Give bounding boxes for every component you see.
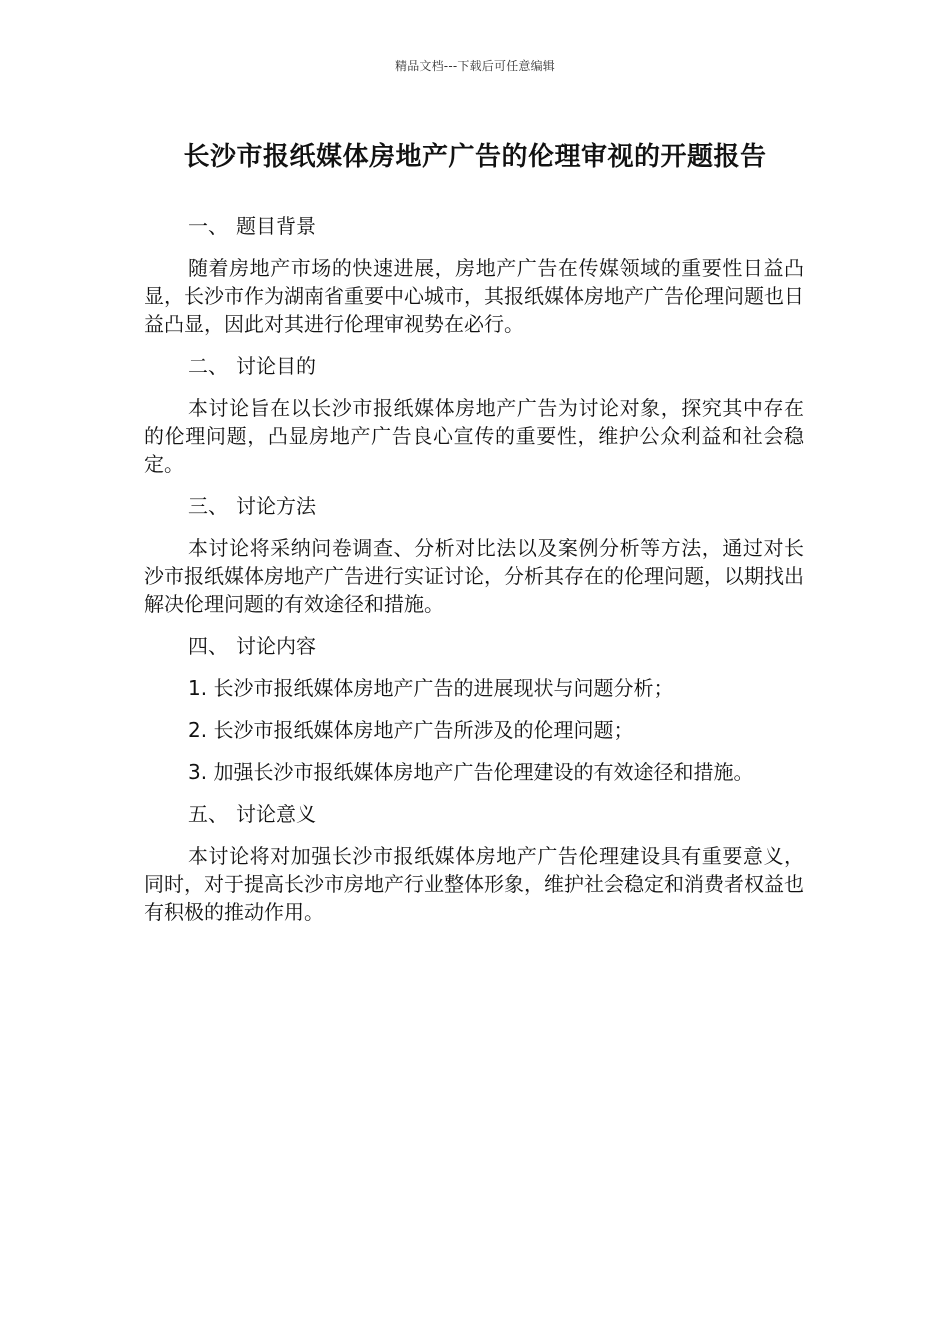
section-heading-purpose bbox=[144, 352, 804, 380]
list-item: 3. 加强长沙市报纸媒体房地产广告伦理建设的有效途径和措施。 bbox=[188, 760, 754, 784]
list-item: 2. 长沙市报纸媒体房地产广告所涉及的伦理问题； bbox=[188, 718, 634, 742]
section-title: 讨论意义 bbox=[236, 802, 316, 826]
section-paragraph-method: 本讨论将采纳问卷调查、分析对比法以及案例分析等方法，通过对长沙市报纸媒体房地产广告进行实证讨论，分析其存在的伦理问题，以期找出解决伦理问题的有效途径和措施。 bbox=[144, 536, 804, 616]
section-paragraph-significance: 本讨论将对加强长沙市报纸媒体房地产广告伦理建设具有重要意义，同时，对于提高长沙市房地产行业整体形象，维护社会稳定和消费者权益也有积极的推动作用。 bbox=[144, 844, 804, 924]
section-heading-significance bbox=[144, 800, 804, 828]
section-paragraph-purpose: 本讨论旨在以长沙市报纸媒体房地产广告为讨论对象，探究其中存在的伦理问题，凸显房地产广告良心宣传的重要性，维护公众利益和社会稳定。 bbox=[144, 396, 804, 476]
section-heading-background bbox=[144, 212, 804, 240]
section-title: 讨论方法 bbox=[236, 494, 316, 518]
section-number: 三、 bbox=[188, 494, 228, 518]
section-title: 讨论内容 bbox=[236, 634, 316, 658]
section-heading-method bbox=[144, 492, 804, 520]
section-number: 二、 bbox=[188, 354, 228, 378]
section-heading-content bbox=[144, 632, 804, 660]
section-title: 讨论目的 bbox=[236, 354, 316, 378]
section-title: 题目背景 bbox=[236, 214, 316, 238]
document-title: 长沙市报纸媒体房地产广告的伦理审视的开题报告 bbox=[183, 142, 767, 172]
document-body bbox=[144, 212, 804, 940]
section-number: 一、 bbox=[188, 214, 228, 238]
section-number: 五、 bbox=[188, 802, 228, 826]
list-item: 1. 长沙市报纸媒体房地产广告的进展现状与问题分析； bbox=[188, 676, 674, 700]
header-note: 精品文档---下载后可任意编辑 bbox=[395, 59, 555, 73]
section-number: 四、 bbox=[188, 634, 228, 658]
section-paragraph-background: 随着房地产市场的快速进展，房地产广告在传媒领域的重要性日益凸显，长沙市作为湖南省重要中心城市，其报纸媒体房地产广告伦理问题也日益凸显，因此对其进行伦理审视势在必行。 bbox=[144, 256, 804, 336]
